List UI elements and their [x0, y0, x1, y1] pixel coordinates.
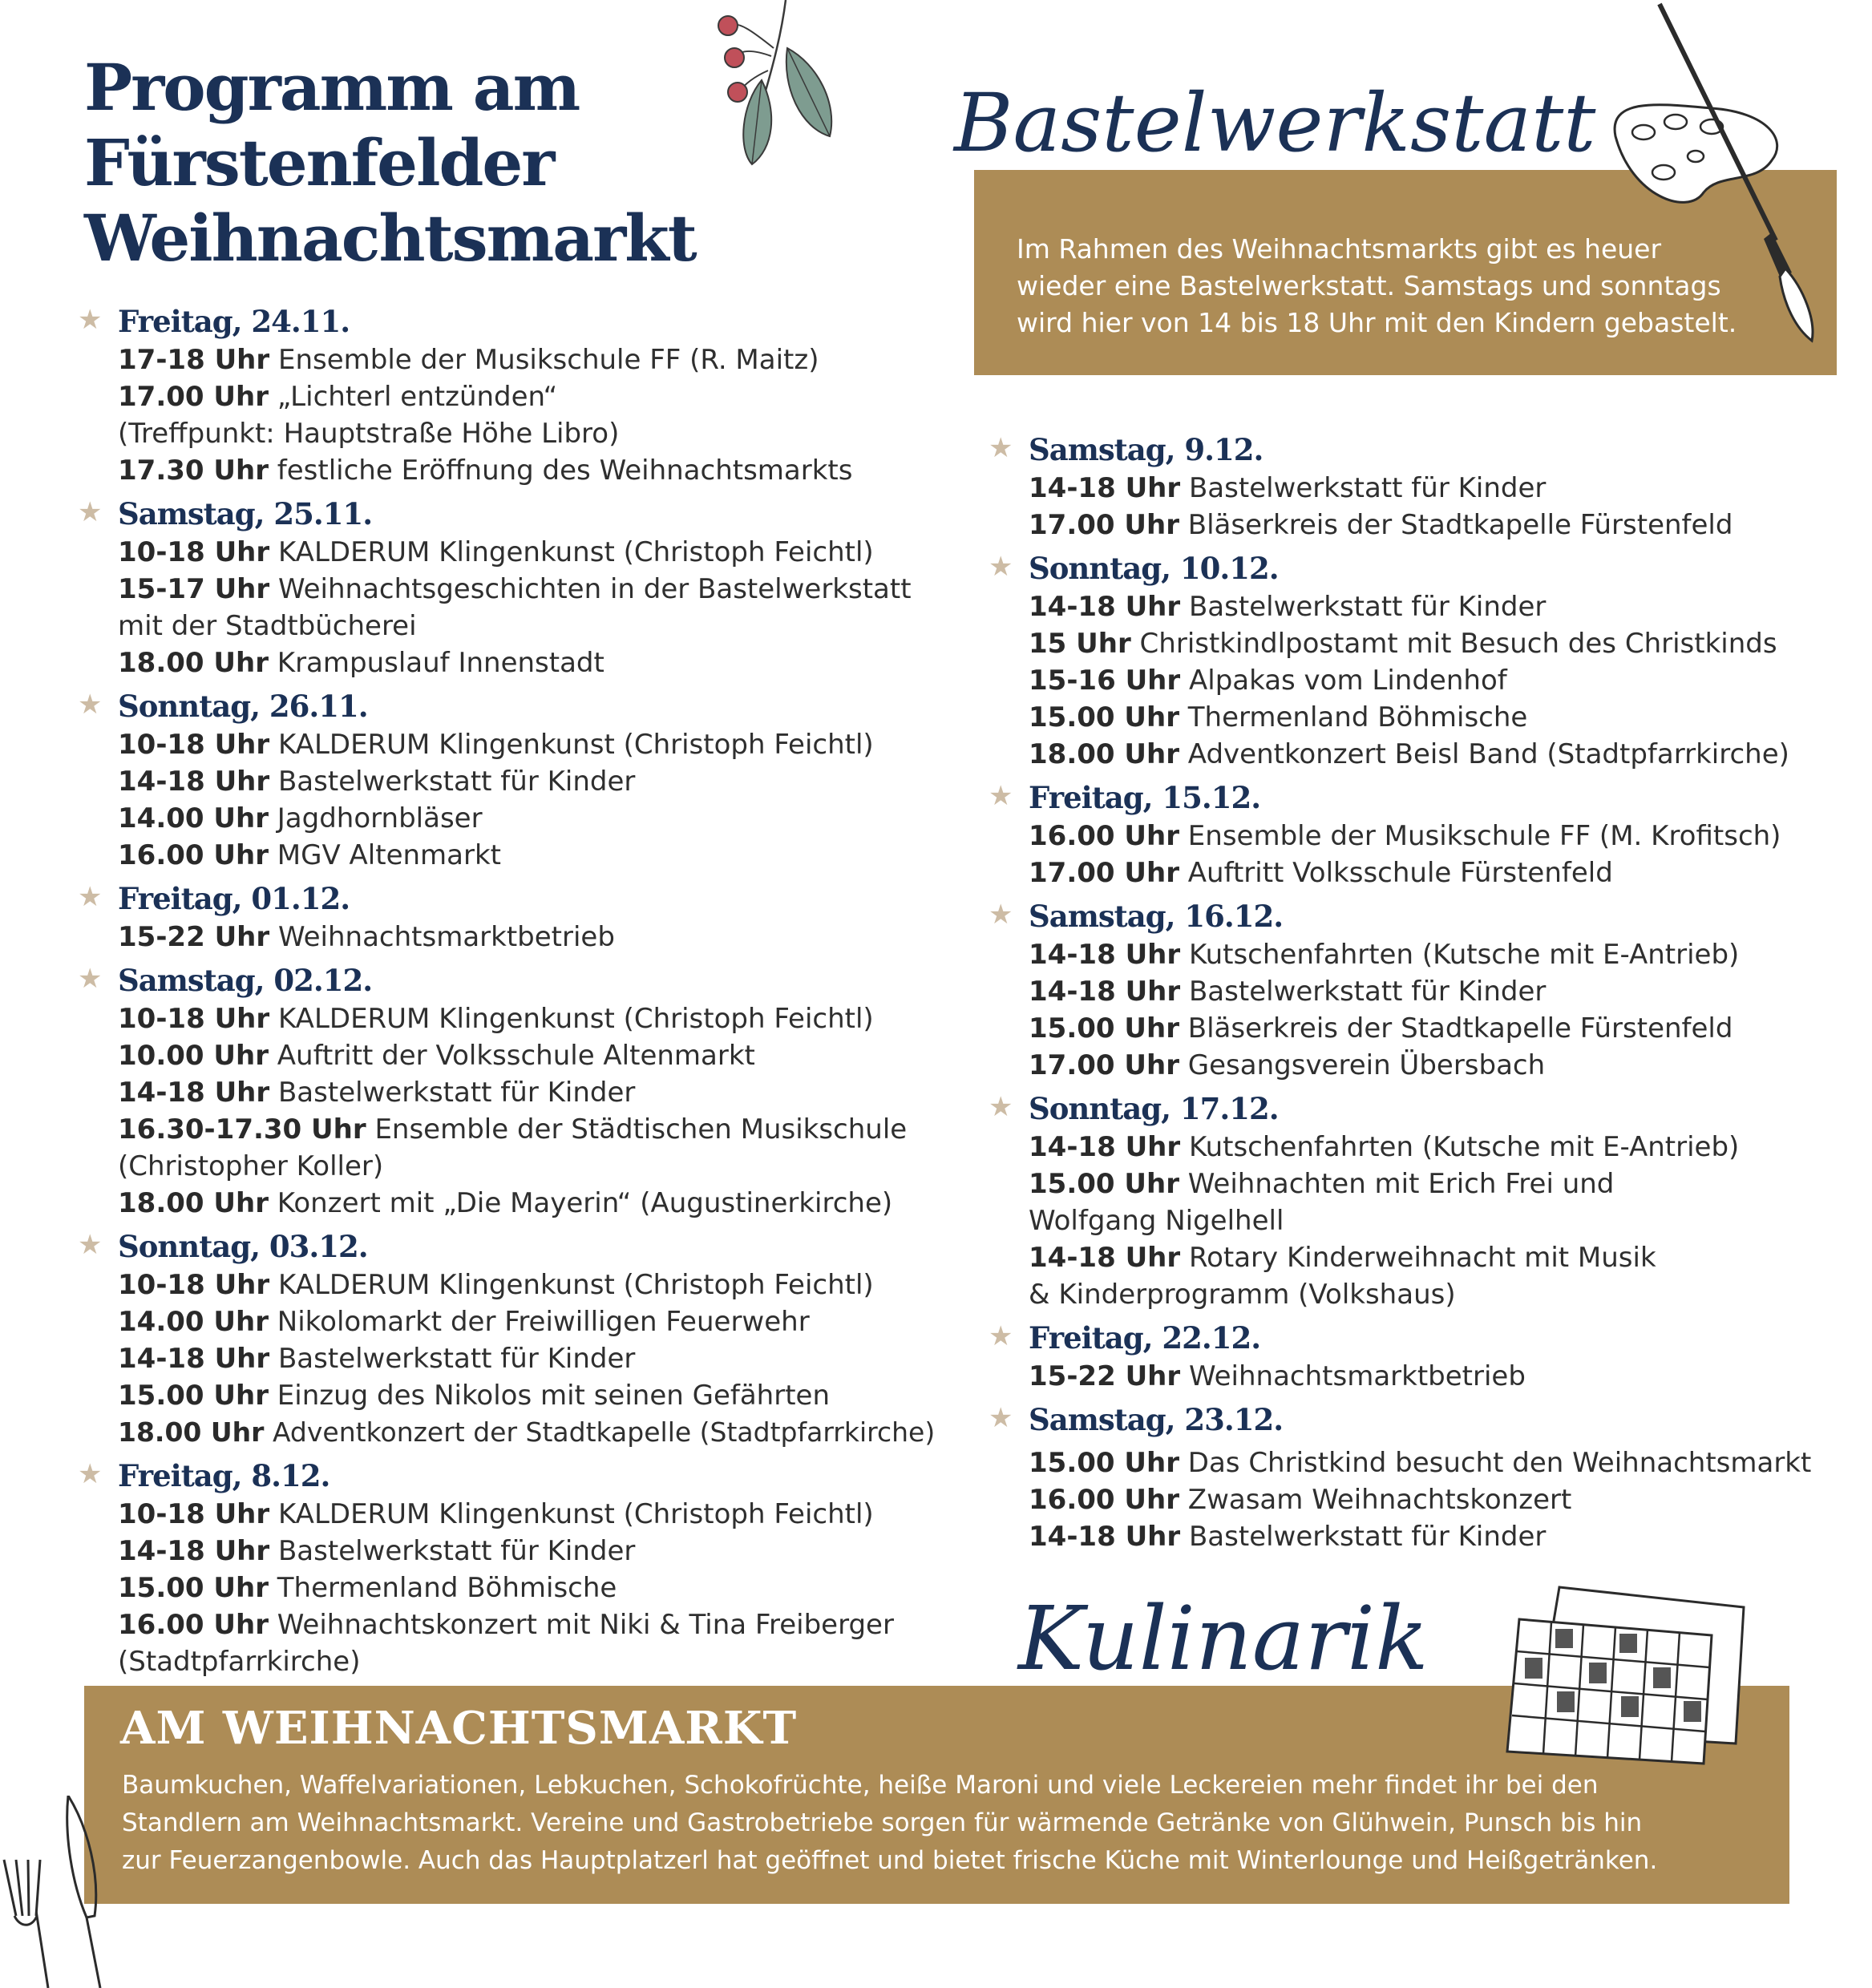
- program-day: [989, 896, 1830, 1084]
- event-line: 14-18 Uhr Rotary Kinderweihnacht mit Musik: [1029, 1242, 1656, 1274]
- day-heading: Samstag, 9.12.: [1029, 432, 1263, 467]
- event-line: 15.00 Uhr Thermenland Böhmische: [1029, 701, 1528, 733]
- event-line: 16.30-17.30 Uhr Ensemble der Städtischen Musikschule: [118, 1113, 908, 1146]
- day-heading: Sonntag, 17.12.: [1029, 1091, 1279, 1126]
- day-heading: Samstag, 25.11.: [118, 496, 373, 531]
- event-line: 10.00 Uhr Auftritt der Volksschule Altenmarkt: [118, 1040, 755, 1072]
- event-line: 18.00 Uhr Konzert mit „Die Mayerin“ (Augustinerkirche): [118, 1187, 893, 1219]
- event-line: 14.00 Uhr Jagdhornbläser: [118, 802, 483, 834]
- star-icon: ★: [78, 1229, 103, 1261]
- kulinarik-heading: AM WEIHNACHTSMARKT: [120, 1702, 798, 1755]
- title-line: Programm am: [84, 50, 580, 125]
- bastel-text: Im Rahmen des Weihnachtsmarkts gibt es heuer wieder eine Bastelwerkstatt. Samstags und sonntags wird hier von 14 bis 18 Uhr mit den Kindern gebastelt.: [1017, 233, 1737, 338]
- title-line: Fürstenfelder: [84, 125, 554, 200]
- program-day: [989, 430, 1830, 543]
- star-icon: ★: [989, 899, 1013, 931]
- event-line: 15.00 Uhr Einzug des Nikolos mit seinen Gefährten: [118, 1380, 830, 1412]
- bastel-title: Bastelwerkstatt: [954, 76, 1596, 170]
- event-line: 14-18 Uhr Bastelwerkstatt für Kinder: [1029, 591, 1547, 623]
- palette-brush-icon: [1599, 0, 1872, 345]
- program-day: [989, 1400, 1830, 1555]
- event-line: 17.00 Uhr Auftritt Volksschule Fürstenfeld: [1029, 857, 1613, 889]
- star-icon: ★: [78, 496, 103, 528]
- program-right: [989, 425, 1830, 1555]
- event-line: 16.00 Uhr Ensemble der Musikschule FF (M. Krofitsch): [1029, 820, 1781, 852]
- day-heading: Samstag, 02.12.: [118, 963, 373, 998]
- program-day: [78, 960, 920, 1222]
- event-line: 17.00 Uhr „Lichterl entzünden“: [118, 381, 558, 413]
- event-line: 15.00 Uhr Weihnachten mit Erich Frei und: [1029, 1168, 1615, 1200]
- event-line: 14-18 Uhr Kutschenfahrten (Kutsche mit E-Antrieb): [1029, 939, 1740, 971]
- star-icon: ★: [989, 1320, 1013, 1352]
- day-heading: Sonntag, 10.12.: [1029, 551, 1279, 586]
- program-day: [989, 778, 1830, 891]
- event-line: 15.00 Uhr Bläserkreis der Stadtkapelle Fürstenfeld: [1029, 1012, 1733, 1045]
- event-line: 14-18 Uhr Bastelwerkstatt für Kinder: [1029, 1521, 1547, 1553]
- program-day: [78, 301, 920, 489]
- cutlery-icon: [0, 1796, 136, 1988]
- event-line: 18.00 Uhr Krampuslauf Innenstadt: [118, 647, 604, 679]
- day-heading: Freitag, 22.12.: [1029, 1320, 1261, 1356]
- event-line: 10-18 Uhr KALDERUM Klingenkunst (Christoph Feichtl): [118, 729, 874, 761]
- day-heading: Samstag, 23.12.: [1029, 1402, 1284, 1437]
- program-day: [78, 494, 920, 681]
- event-line: 10-18 Uhr KALDERUM Klingenkunst (Christoph Feichtl): [118, 1498, 874, 1530]
- event-line: 15.00 Uhr Thermenland Böhmische: [118, 1572, 617, 1604]
- program-left: [78, 297, 936, 1680]
- day-heading: Freitag, 01.12.: [118, 881, 350, 916]
- program-day: [989, 1318, 1830, 1395]
- event-line: 15-22 Uhr Weihnachtsmarktbetrieb: [1029, 1360, 1526, 1392]
- event-line: 14-18 Uhr Bastelwerkstatt für Kinder: [118, 1535, 636, 1567]
- program-day: [78, 879, 920, 956]
- event-line: 15-16 Uhr Alpakas vom Lindenhof: [1029, 665, 1507, 697]
- star-icon: ★: [989, 432, 1013, 464]
- star-icon: ★: [989, 551, 1013, 583]
- event-line: 14-18 Uhr Bastelwerkstatt für Kinder: [118, 766, 636, 798]
- page-title: [84, 50, 696, 276]
- day-heading: Freitag, 8.12.: [118, 1458, 330, 1493]
- event-line: 14-18 Uhr Bastelwerkstatt für Kinder: [118, 1343, 636, 1375]
- event-line: 17-18 Uhr Ensemble der Musikschule FF (R. Maitz): [118, 344, 819, 376]
- title-line: Weihnachtsmarkt: [84, 200, 696, 276]
- event-line: 18.00 Uhr Adventkonzert der Stadtkapelle (Stadtpfarrkirche): [118, 1416, 936, 1448]
- event-line: 14-18 Uhr Kutschenfahrten (Kutsche mit E-Antrieb): [1029, 1131, 1740, 1163]
- event-line: 18.00 Uhr Adventkonzert Beisl Band (Stadtpfarrkirche): [1029, 738, 1789, 770]
- event-line: (Treffpunkt: Hauptstraße Höhe Libro): [118, 418, 620, 450]
- event-line: 16.00 Uhr Weihnachtskonzert mit Niki & Tina Freiberger: [118, 1609, 894, 1641]
- day-heading: Sonntag, 03.12.: [118, 1229, 368, 1264]
- berry-branch-icon: [697, 0, 858, 176]
- program-day: [78, 686, 920, 874]
- program-day: [989, 548, 1830, 773]
- event-line: Wolfgang Nigelhell: [1029, 1205, 1284, 1237]
- event-line: 10-18 Uhr KALDERUM Klingenkunst (Christoph Feichtl): [118, 1003, 874, 1035]
- event-line: 15 Uhr Christkindlpostamt mit Besuch des Christkinds: [1029, 628, 1777, 660]
- event-line: 14-18 Uhr Bastelwerkstatt für Kinder: [1029, 976, 1547, 1008]
- event-line: 14.00 Uhr Nikolomarkt der Freiwilligen Feuerwehr: [118, 1306, 810, 1338]
- event-line: mit der Stadtbücherei: [118, 610, 417, 642]
- star-icon: ★: [78, 304, 103, 336]
- event-line: 16.00 Uhr MGV Altenmarkt: [118, 839, 501, 871]
- event-line: (Christopher Koller): [118, 1150, 384, 1182]
- event-line: 10-18 Uhr KALDERUM Klingenkunst (Christoph Feichtl): [118, 536, 874, 568]
- day-heading: Samstag, 16.12.: [1029, 899, 1284, 934]
- waffle-icon: [1503, 1571, 1768, 1772]
- event-line: 15-22 Uhr Weihnachtsmarktbetrieb: [118, 921, 615, 953]
- star-icon: ★: [78, 689, 103, 721]
- event-line: (Stadtpfarrkirche): [118, 1646, 361, 1678]
- star-icon: ★: [989, 1402, 1013, 1434]
- day-heading: Freitag, 24.11.: [118, 304, 350, 339]
- star-icon: ★: [78, 881, 103, 913]
- event-line: 14-18 Uhr Bastelwerkstatt für Kinder: [118, 1077, 636, 1109]
- event-line: 14-18 Uhr Bastelwerkstatt für Kinder: [1029, 472, 1547, 504]
- event-line: 17.30 Uhr festliche Eröffnung des Weihnachtsmarkts: [118, 455, 853, 487]
- star-icon: ★: [989, 1091, 1013, 1123]
- day-heading: Freitag, 15.12.: [1029, 780, 1261, 815]
- program-day: [989, 1089, 1830, 1313]
- program-day: [78, 1226, 936, 1451]
- kulinarik-title: Kulinarik: [1018, 1587, 1429, 1690]
- program-day: [78, 1456, 920, 1680]
- event-line: & Kinderprogramm (Volkshaus): [1029, 1279, 1456, 1311]
- star-icon: ★: [78, 1458, 103, 1490]
- star-icon: ★: [989, 780, 1013, 812]
- event-line: 15-17 Uhr Weihnachtsgeschichten in der Bastelwerkstatt: [118, 573, 912, 605]
- star-icon: ★: [78, 963, 103, 995]
- day-heading: Sonntag, 26.11.: [118, 689, 368, 724]
- kulinarik-text: Baumkuchen, Waffelvariationen, Lebkuchen, Schokofrüchte, heiße Maroni und viele Leckereien mehr findet ihr bei den Standlern am Weihnachtsmarkt. Vereine und Gastrobetriebe sorgen für wärmende Getränke von Glühwein, Punsch bis hin zur Feuerzangenbowle. Auch das Hauptplatzerl hat geöffnet und bietet frische Küche mit Winterlounge und Heißgetränken.: [122, 1771, 1658, 1875]
- event-line: 17.00 Uhr Gesangsverein Übersbach: [1029, 1049, 1546, 1081]
- event-line: 10-18 Uhr KALDERUM Klingenkunst (Christoph Feichtl): [118, 1269, 874, 1301]
- event-line: 17.00 Uhr Bläserkreis der Stadtkapelle Fürstenfeld: [1029, 509, 1733, 541]
- event-line: 16.00 Uhr Zwasam Weihnachtskonzert: [1029, 1484, 1572, 1516]
- event-line: 15.00 Uhr Das Christkind besucht den Weihnachtsmarkt: [1029, 1447, 1812, 1479]
